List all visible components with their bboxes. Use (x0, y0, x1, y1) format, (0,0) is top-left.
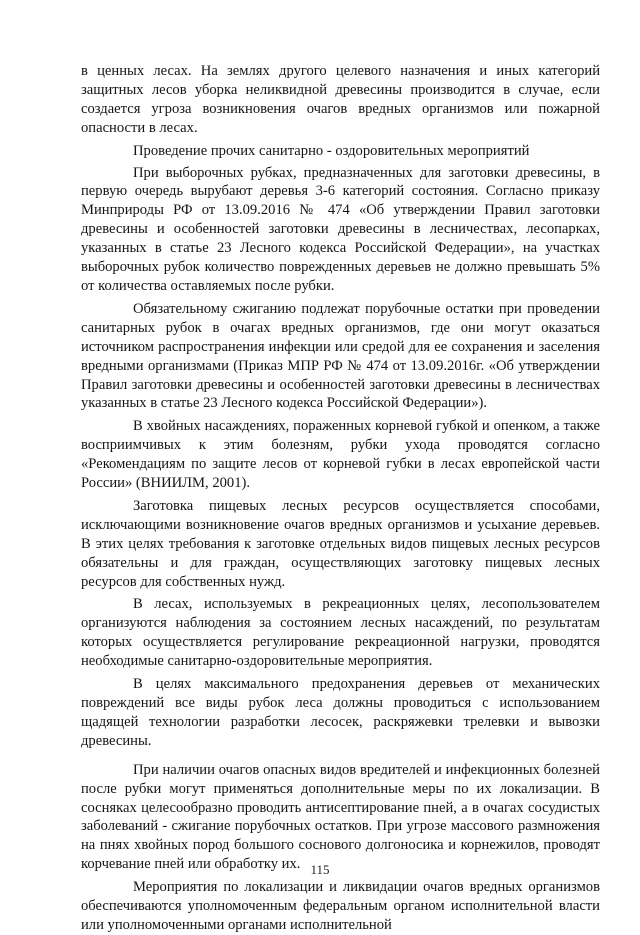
paragraph-recreational-forests: В лесах, используемых в рекреационных целях, лесопользователем организуются наблюдения за состоянием лесных насаждений, по результатам которых осуществляется регулирование рекреационной нагрузки, проводятся необходимые санитарно-оздоровительные мероприятия. (81, 596, 600, 670)
page-number: 115 (310, 862, 330, 877)
paragraph-mechanical-damage: В целях максимального предохранения деревьев от механических повреждений все виды рубок леса должны проводиться с использованием щадящей технологии разработки лесосек, раскряжевки трелевки и вывозки древесины. (81, 676, 600, 749)
section-heading: Проведение прочих санитарно - оздоровительных мероприятий (133, 142, 530, 159)
paragraph-residue-burning: Обязательному сжиганию подлежат порубочные остатки при проведении санитарных рубок в очагах вредных организмов, где они могут оказаться источником распространения инфекции или средой для ее сохранения и заселения вредными организмами (Приказ МПР РФ № 474 от 13.09.2016г. «Об утверждении Правил заготовки древесины и особенностей заготовки древесины в лесничествах указанных в статье 23 Лесного кодекса Российской Федерации»). (81, 300, 600, 412)
paragraph-continuation: в ценных лесах. На землях другого целевого назначения и иных категорий защитных лесов уборка неликвидной древесины производится в случае, если создается угроза возникновения очагов вредных организмов или пожарной опасности в лесах. (81, 63, 600, 136)
paragraph-measures-authority: Мероприятия по локализации и ликвидации очагов вредных организмов обеспечиваются уполномоченным федеральным органом исполнительной власти или уполномоченными органами исполнительной (81, 879, 600, 933)
paragraph-selective-felling: При выборочных рубках, предназначенных для заготовки древесины, в первую очередь вырубают деревья 3-6 категорий состояния. Согласно приказу Минприроды РФ от 13.09.2016 № 474 «Об утверждении Правил заготовки древесины и особенностей заготовки древесины в лесничествах, лесопарках, указанных в статье 23 Лесного кодекса Российской Федерации», на участках выборочных рубок количество поврежденных деревьев не должно превышать 5% от количества оставляемых после рубки. (81, 164, 600, 294)
document-body (81, 62, 600, 935)
paragraph-pest-localization: При наличии очагов опасных видов вредителей и инфекционных болезней после рубки могут применяться дополнительные меры по их локализации. В сосняках целесообразно проводить антисептирование пней, а в очагах сосудистых заболеваний - сжигание порубочных остатков. При угрозе массового размножения на пнях хвойных пород большого соснового долгоносика и корнежилов, проводят корчевание пней или обработку их. (81, 761, 600, 873)
paragraph-food-resources: Заготовка пищевых лесных ресурсов осуществляется способами, исключающими возникновение очагов вредных организмов и усыхание деревьев. В этих целях требования к заготовке отдельных видов пищевых лесных ресурсов обязательны и для граждан, осуществляющих заготовку пищевых лесных ресурсов для собственных нужд. (81, 497, 600, 590)
paragraph-root-sponge: В хвойных насаждениях, пораженных корневой губкой и опенком, а также восприимчивых к этим болезням, рубки ухода проводятся согласно «Рекомендациям по защите лесов от корневой губки в лесах европейской части России» (ВНИИЛМ, 2001). (81, 418, 600, 492)
